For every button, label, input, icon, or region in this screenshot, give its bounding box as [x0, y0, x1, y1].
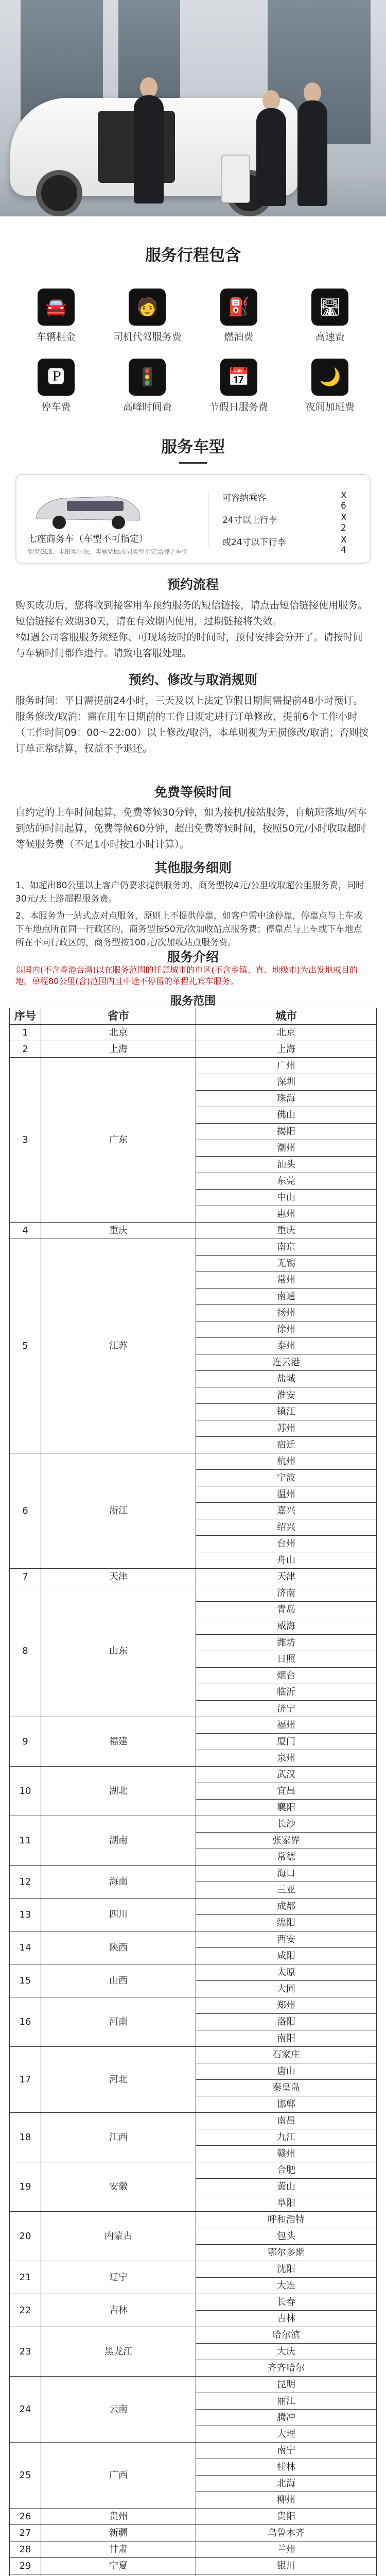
- city-cell: 扬州: [196, 1305, 377, 1321]
- province-cell: 江苏: [41, 1239, 196, 1453]
- service-item: [10, 359, 102, 413]
- city-cell: 台州: [196, 1536, 377, 1552]
- city-cell: 长沙: [196, 1816, 377, 1833]
- province-cell: 内蒙古: [41, 2212, 196, 2261]
- row-index: 13: [10, 1899, 41, 1931]
- city-cell: 日照: [196, 1651, 377, 1668]
- parking-icon: 🅿: [38, 359, 75, 396]
- city-cell: 温州: [196, 1486, 377, 1503]
- city-cell: 厦门: [196, 1734, 377, 1750]
- city-cell: 烟台: [196, 1668, 377, 1684]
- city-cell: 潍坊: [196, 1635, 377, 1651]
- table-row: [10, 2327, 377, 2344]
- city-cell: 大同: [196, 1981, 377, 1997]
- city-cell: 北京: [196, 1025, 377, 1041]
- highway-icon: 🛣: [311, 289, 348, 326]
- table-row: [10, 1239, 377, 1256]
- province-cell: 云南: [41, 2377, 196, 2443]
- service-label: 车辆租金: [36, 331, 76, 343]
- city-cell: 银川: [196, 2558, 377, 2574]
- table-row: [10, 2574, 377, 2576]
- city-cell: 珠海: [196, 1091, 377, 1107]
- row-index: 12: [10, 1866, 41, 1899]
- service-item: [193, 359, 285, 413]
- province-cell: 山东: [41, 1585, 196, 1717]
- city-cell: 宜昌: [196, 1783, 377, 1800]
- city-cell: 合肥: [196, 2162, 377, 2179]
- holiday-icon: 📅: [220, 359, 257, 396]
- col-header: 省市: [41, 1008, 196, 1025]
- vehicle-name: 七座商务车（车型不可指定）: [28, 534, 148, 545]
- city-cell: 石家庄: [196, 2047, 377, 2063]
- row-index: 25: [10, 2443, 41, 2509]
- city-cell: 丽江: [196, 2393, 377, 2410]
- province-cell: 河南: [41, 1997, 196, 2047]
- city-cell: 常州: [196, 1272, 377, 1289]
- row-index: 27: [10, 2525, 41, 2541]
- table-row: [10, 2377, 377, 2393]
- province-cell: 黑龙江: [41, 2327, 196, 2377]
- row-index: 3: [10, 1058, 41, 1223]
- city-cell: 九江: [196, 2129, 377, 2146]
- other-rules-text-2: 2、本服务为一站式点对点服务，原则上不提供停靠，如客户需中途停靠，停靠点与上车或下车地点所在同一行政区的，商务型按50元/次加收站点服务费；停靠点与上车或下车地点所在不同行政区的，商务型按100元/次加收站点服务费。: [15, 911, 362, 948]
- city-cell: 佛山: [196, 1107, 377, 1124]
- city-cell: 柳州: [196, 2492, 377, 2509]
- province-cell: 海南: [41, 1866, 196, 1899]
- row-index: 21: [10, 2261, 41, 2294]
- city-cell: 三亚: [196, 1882, 377, 1899]
- city-cell: 大理: [196, 2426, 377, 2443]
- province-cell: 吉林: [41, 2294, 196, 2327]
- city-cell: 绵阳: [196, 1915, 377, 1931]
- city-cell: 海口: [196, 1866, 377, 1882]
- province-cell: 陕西: [41, 1931, 196, 1964]
- province-cell: 安徽: [41, 2162, 196, 2212]
- table-row: [10, 2541, 377, 2558]
- range-title: 服务范围: [170, 995, 216, 1008]
- row-index: 28: [10, 2541, 41, 2558]
- province-cell: 江西: [41, 2113, 196, 2162]
- city-cell: 盐城: [196, 1371, 377, 1387]
- province-cell: 河北: [41, 2047, 196, 2113]
- table-row: [10, 1569, 377, 1585]
- city-cell: 郑州: [196, 1997, 377, 2014]
- city-cell: 徐州: [196, 1321, 377, 1338]
- waiting-title: 免费等候时间: [154, 785, 232, 800]
- table-row: [10, 2261, 377, 2278]
- service-label: 高峰时间费: [122, 401, 172, 413]
- city-cell: 黄山: [196, 2179, 377, 2195]
- row-index: 19: [10, 2162, 41, 2212]
- row-index: 23: [10, 2327, 41, 2377]
- city-cell: 桂林: [196, 2459, 377, 2476]
- city-cell: 呼和浩特: [196, 2212, 377, 2228]
- city-cell: 哈尔滨: [196, 2327, 377, 2344]
- fuel-icon: ⛽: [220, 289, 257, 326]
- city-cell: 揭阳: [196, 1124, 377, 1140]
- province-cell: 天津: [41, 1569, 196, 1585]
- row-index: 22: [10, 2294, 41, 2327]
- city-cell: 阜阳: [196, 2195, 377, 2212]
- table-row: [10, 1585, 377, 1602]
- service-label: 燃油费: [224, 331, 254, 343]
- service-label: 节假日服务费: [209, 401, 268, 413]
- table-row: [10, 1025, 377, 1041]
- city-cell: 太原: [196, 1964, 377, 1981]
- province-cell: 湖北: [41, 1767, 196, 1816]
- province-cell: 广西: [41, 2443, 196, 2509]
- city-cell: 赣州: [196, 2146, 377, 2162]
- row-index: 18: [10, 2113, 41, 2162]
- change-rules-text: 服务时间：平日需提前24小时，三天及以上法定节假日期间需提前48小时预订。 服务修改/取消：需在用车日期前的工作日规定进行订单修改，提前6个工作小时（工作时间09：00～22:00）以上修改/取消，本单则视为无损修改/取消；否则按订单正常结算，权益不予退还。: [15, 695, 369, 754]
- table-row: [10, 1964, 377, 1981]
- table-row: [10, 1816, 377, 1833]
- province-cell: 湖南: [41, 1816, 196, 1866]
- other-rules-title: 其他服务细则: [154, 860, 232, 875]
- table-row: [10, 2509, 377, 2525]
- city-cell: 包头: [196, 2228, 377, 2245]
- row-index: 1: [10, 1025, 41, 1041]
- city-cell: 镇江: [196, 1404, 377, 1420]
- row-index: 20: [10, 2212, 41, 2261]
- city-cell: 天津: [196, 1569, 377, 1585]
- province-cell: 重庆: [41, 1223, 196, 1239]
- province-cell: 北京: [41, 1025, 196, 1041]
- service-label: 高速费: [315, 331, 345, 343]
- city-cell: 绍兴: [196, 1519, 377, 1536]
- vehicle-note: 别克GL8、丰田埃尔法、奔驰Vito或同类型指定品牌之车型: [28, 548, 188, 555]
- waiting-text: 自约定的上车时间起算，免费等候30分钟，如为接机/接站服务，自航班落地/列车到站的时间起算，免费等候60分钟，超出免费等候时间，按照50元/小时收取超时等候服务费（不足1小时按1小时计算）。: [15, 807, 367, 850]
- table-row: [10, 1866, 377, 1882]
- seat-row: 可容纳乘客 X 6: [222, 490, 347, 511]
- city-cell: 嘉兴: [196, 1503, 377, 1519]
- table-row: [10, 2162, 377, 2179]
- service-icon-grid: [0, 289, 386, 413]
- row-index: 2: [10, 1041, 41, 1058]
- city-cell: 齐齐哈尔: [196, 2360, 377, 2377]
- table-row: [10, 1717, 377, 1734]
- booking-title: 预约流程: [167, 577, 219, 592]
- city-cell: 大连: [196, 2278, 377, 2294]
- city-cell: 上海: [196, 1041, 377, 1058]
- city-cell: 南京: [196, 1239, 377, 1256]
- row-index: 15: [10, 1964, 41, 1997]
- province-cell: 山西: [41, 1964, 196, 1997]
- row-index: 8: [10, 1585, 41, 1717]
- service-range-table: [9, 1008, 377, 2576]
- intro-text: 以国内(不含香港台湾)以在服务范围的任意城市的市区(不含乡镇、直、地级市)为出发地或目的地，单程80公里(含)范围内且中途不停留的单程礼宾车服务。: [15, 965, 358, 986]
- city-cell: 秦皇岛: [196, 2080, 377, 2096]
- row-index: 16: [10, 1997, 41, 2047]
- city-cell: 淮安: [196, 1387, 377, 1404]
- row-index: 5: [10, 1239, 41, 1453]
- city-cell: 福州: [196, 1717, 377, 1734]
- city-cell: 昆明: [196, 2377, 377, 2393]
- booking-text: 购买成功后，您将收到接客用车预约服务的短信链接，请点击短信链接使用服务。 短信链接有效期30天，请在有效期内使用，过期链接将失效。 *如遇公司客服服务须经你、可现场按时的时间时，预付安排会分开了。请按时间与车辆时间都作进行。请致电客服处理。: [15, 600, 368, 659]
- city-cell: 深圳: [196, 1074, 377, 1091]
- row-index: 9: [10, 1717, 41, 1767]
- city-cell: [196, 2574, 377, 2576]
- service-item: [285, 289, 376, 343]
- city-cell: 长春: [196, 2294, 377, 2311]
- city-cell: 东莞: [196, 1173, 377, 1190]
- city-cell: 邯郸: [196, 2096, 377, 2113]
- row-index: 6: [10, 1453, 41, 1569]
- row-index: 24: [10, 2377, 41, 2443]
- car-icon: 🚘: [38, 289, 75, 326]
- intro-title: 服务介绍: [167, 950, 219, 964]
- city-cell: 唐山: [196, 2063, 377, 2080]
- change-rules-title: 预约、修改与取消规则: [128, 672, 257, 687]
- table-row: [10, 2443, 377, 2459]
- province-cell: [41, 2574, 196, 2576]
- city-cell: 苏州: [196, 1420, 377, 1437]
- city-cell: 惠州: [196, 1206, 377, 1223]
- province-cell: 浙江: [41, 1453, 196, 1569]
- province-cell: 辽宁: [41, 2261, 196, 2294]
- row-index: 29: [10, 2558, 41, 2574]
- city-cell: 舟山: [196, 1552, 377, 1569]
- city-cell: 济宁: [196, 1701, 377, 1717]
- province-cell: 贵州: [41, 2509, 196, 2525]
- row-index: 11: [10, 1816, 41, 1866]
- services-included-title: 服务行程包含: [145, 246, 241, 265]
- city-cell: 南宁: [196, 2443, 377, 2459]
- service-label: 停车费: [41, 401, 71, 413]
- city-cell: 沈阳: [196, 2261, 377, 2278]
- row-index: 7: [10, 1569, 41, 1585]
- city-cell: 威海: [196, 1618, 377, 1635]
- row-index: 17: [10, 2047, 41, 2113]
- city-cell: 襄阳: [196, 1800, 377, 1816]
- city-cell: 济南: [196, 1585, 377, 1602]
- city-cell: 乌鲁木齐: [196, 2525, 377, 2541]
- city-cell: 大庆: [196, 2344, 377, 2360]
- table-row: [10, 1453, 377, 1470]
- city-cell: 广州: [196, 1058, 377, 1074]
- city-cell: 洛阳: [196, 2014, 377, 2030]
- city-cell: 汕头: [196, 1157, 377, 1173]
- city-cell: 南昌: [196, 2113, 377, 2129]
- seat-row: 或24寸以下行李 X 4: [222, 535, 347, 555]
- service-label: 司机代驾服务费: [113, 331, 182, 343]
- province-cell: 新疆: [41, 2525, 196, 2541]
- table-row: [10, 2212, 377, 2228]
- city-cell: 连云港: [196, 1354, 377, 1371]
- service-item: [285, 359, 376, 413]
- city-cell: 西安: [196, 1931, 377, 1948]
- city-cell: 武汉: [196, 1767, 377, 1783]
- table-row: [10, 2113, 377, 2129]
- col-header: 城市: [196, 1008, 377, 1025]
- seat-row: 24寸以上行李 X 2: [222, 513, 347, 533]
- col-header: 序号: [10, 1008, 41, 1025]
- row-index: [10, 2574, 41, 2576]
- city-cell: 吉林: [196, 2311, 377, 2327]
- city-cell: 成都: [196, 1899, 377, 1915]
- row-index: 26: [10, 2509, 41, 2525]
- service-item: [193, 289, 285, 343]
- van-image: [31, 490, 144, 532]
- province-cell: 甘肃: [41, 2541, 196, 2558]
- vehicle-card: [15, 474, 371, 564]
- table-row: [10, 2294, 377, 2311]
- city-cell: 宿迁: [196, 1437, 377, 1453]
- city-cell: 鄂尔多斯: [196, 2245, 377, 2261]
- city-cell: 贵阳: [196, 2509, 377, 2525]
- city-cell: 泉州: [196, 1750, 377, 1767]
- city-cell: 中山: [196, 1190, 377, 1206]
- city-cell: 北海: [196, 2476, 377, 2492]
- province-cell: 福建: [41, 1717, 196, 1767]
- table-row: [10, 1931, 377, 1948]
- table-row: [10, 2525, 377, 2541]
- night-fee-icon: 🌙: [311, 359, 348, 396]
- province-cell: 广东: [41, 1058, 196, 1223]
- service-item: [102, 359, 194, 413]
- table-row: [10, 2558, 377, 2574]
- city-cell: 兰州: [196, 2541, 377, 2558]
- city-cell: 咸阳: [196, 1948, 377, 1964]
- city-cell: 腾冲: [196, 2410, 377, 2426]
- table-row: [10, 1767, 377, 1783]
- city-cell: 临沂: [196, 1684, 377, 1701]
- city-cell: 无锡: [196, 1256, 377, 1272]
- province-cell: 上海: [41, 1041, 196, 1058]
- city-cell: 南通: [196, 1289, 377, 1305]
- city-cell: 南阳: [196, 2030, 377, 2047]
- service-label: 夜间加班费: [305, 401, 355, 413]
- province-cell: 四川: [41, 1899, 196, 1931]
- city-cell: 张家界: [196, 1833, 377, 1849]
- city-cell: 杭州: [196, 1453, 377, 1470]
- table-row: [10, 1899, 377, 1915]
- car-type-title: 服务车型: [161, 438, 225, 456]
- night-icon: 🚦: [129, 359, 166, 396]
- province-cell: 宁夏: [41, 2558, 196, 2574]
- table-row: [10, 1223, 377, 1239]
- row-index: 4: [10, 1223, 41, 1239]
- city-cell: 常德: [196, 1849, 377, 1866]
- city-cell: 重庆: [196, 1223, 377, 1239]
- row-index: 10: [10, 1767, 41, 1816]
- city-cell: 泰州: [196, 1338, 377, 1354]
- table-row: [10, 1041, 377, 1058]
- city-cell: 潮州: [196, 1140, 377, 1157]
- hero-photo: [0, 0, 386, 216]
- row-index: 14: [10, 1931, 41, 1964]
- other-rules-text-1: 1、如超出80公里以上客户仍要求提供服务的，商务型按4元/公里收取超公里服务费，同时30元/天上路超程服务费。: [15, 880, 364, 904]
- service-item: [102, 289, 194, 343]
- table-row: [10, 1997, 377, 2014]
- city-cell: 青岛: [196, 1602, 377, 1618]
- table-row: [10, 2047, 377, 2063]
- driver-icon: 🧑: [129, 289, 166, 326]
- city-cell: 宁波: [196, 1470, 377, 1486]
- table-row: [10, 1058, 377, 1074]
- service-item: [10, 289, 102, 343]
